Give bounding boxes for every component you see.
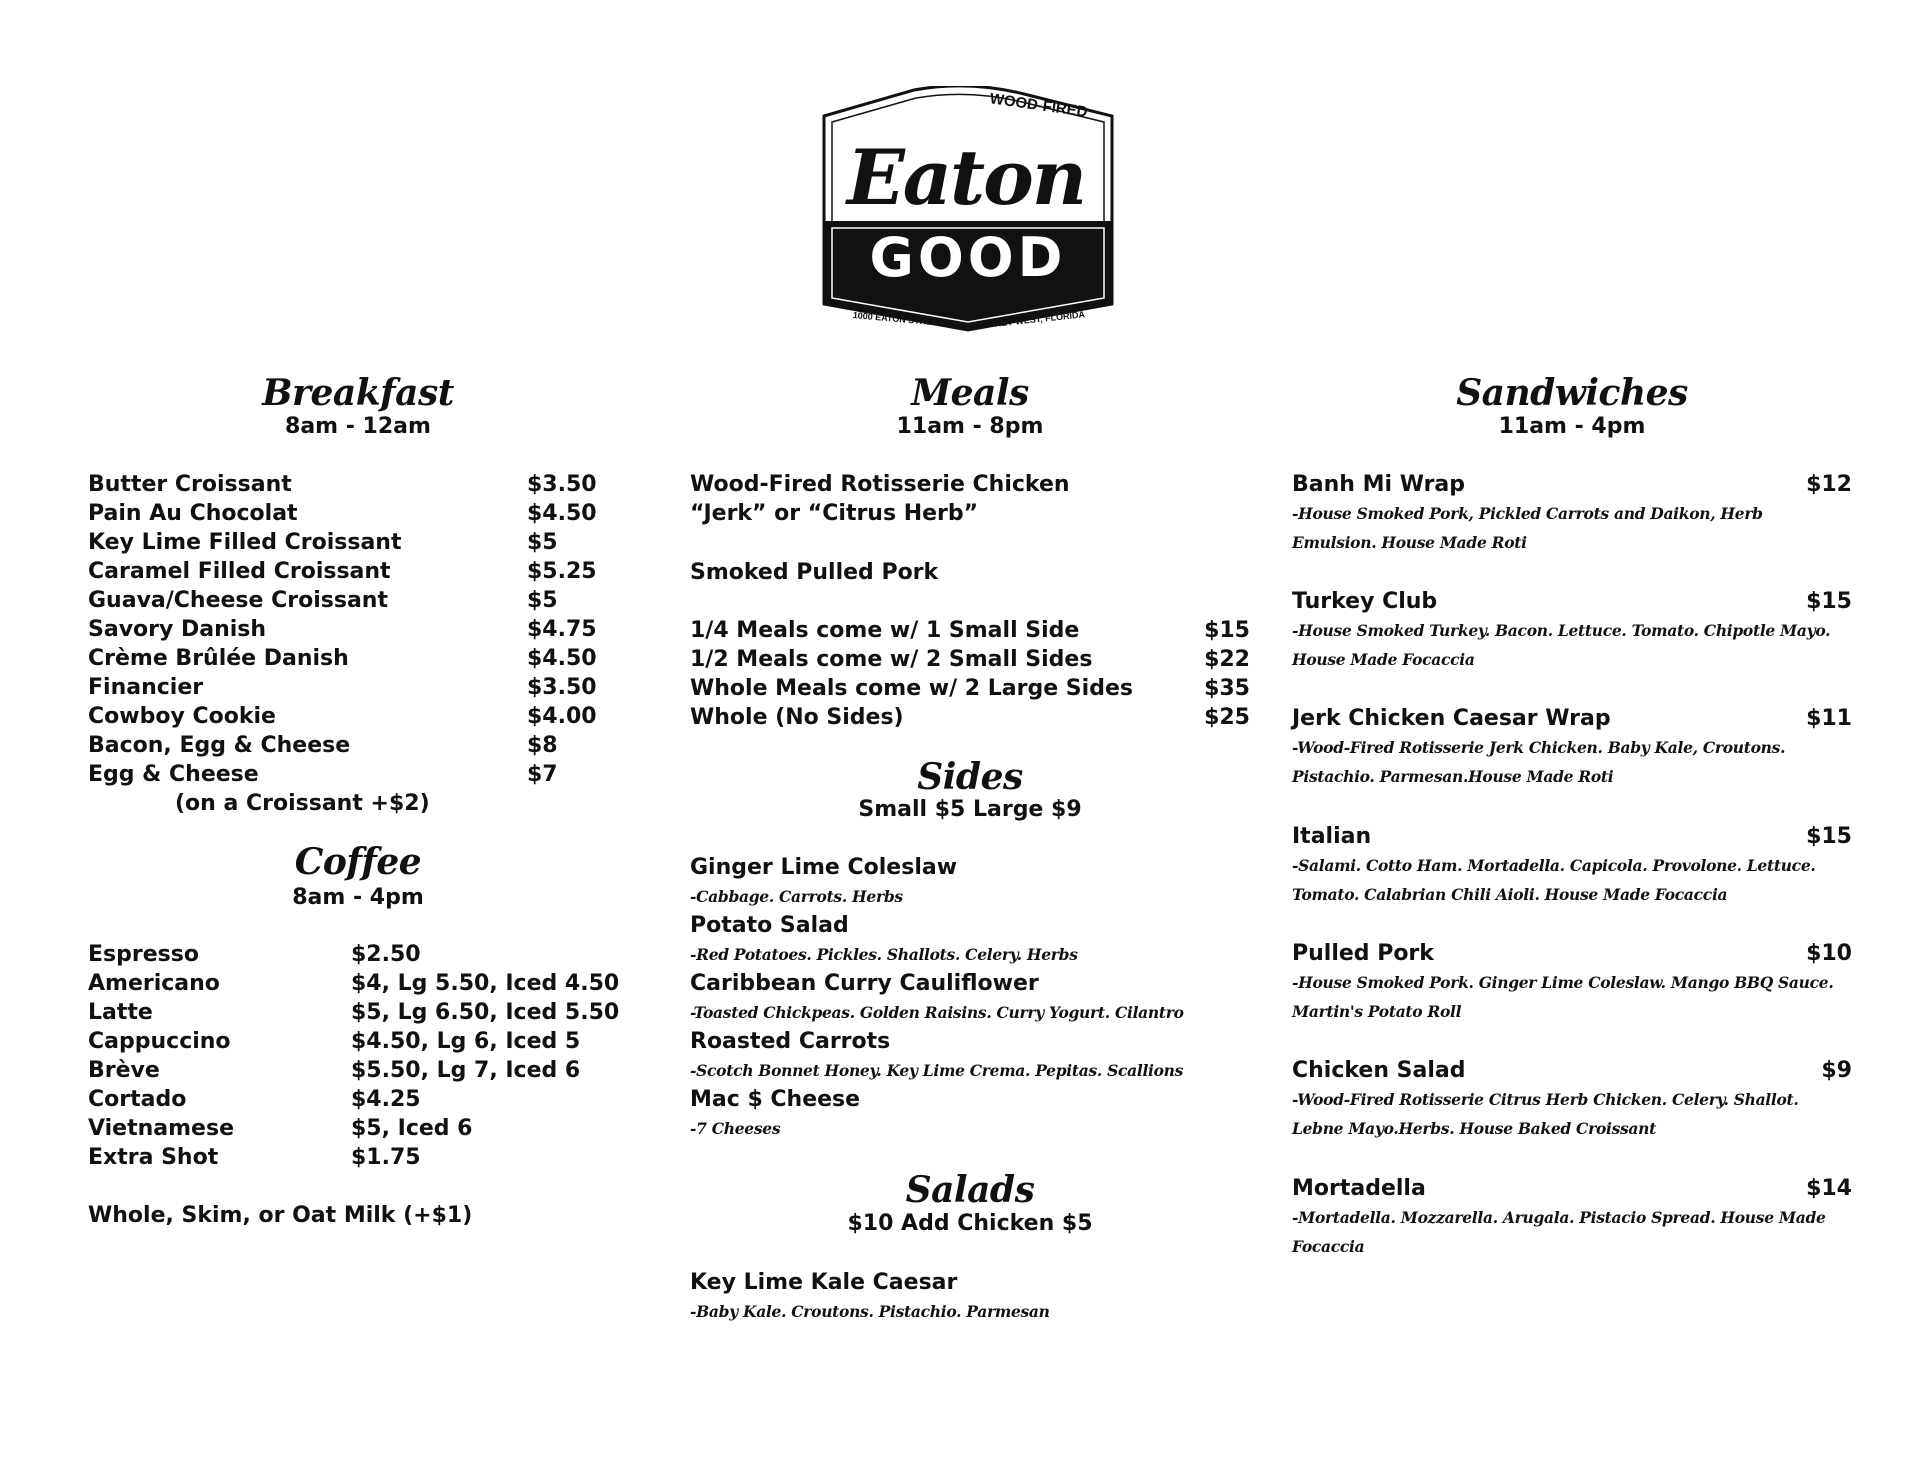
sandwich-item <box>1292 587 1852 616</box>
item-name: Butter Croissant <box>88 472 292 497</box>
sandwich-item <box>1292 822 1852 851</box>
logo-address-left: 1000 EATON STREET <box>852 310 945 328</box>
item-name: Brève <box>88 1058 160 1083</box>
sandwich-desc: -Wood-Fired Rotisserie Citrus Herb Chicken. Celery. Shallot. Lebne Mayo.Herbs. House Baked Croissant <box>1292 1090 1799 1138</box>
sandwich-price: $11 <box>1806 706 1852 731</box>
item-price: $3.50 <box>527 472 597 497</box>
option-price: $22 <box>1204 647 1250 672</box>
menu-item <box>88 760 628 789</box>
item-price: $4.50 <box>527 646 597 671</box>
chicken-flavors: “Jerk” or “Citrus Herb” <box>690 501 979 526</box>
sandwich-desc: -Wood-Fired Rotisserie Jerk Chicken. Baby Kale, Croutons. Pistachio. Parmesan.House Made Roti <box>1292 738 1786 786</box>
meals-title: Meals <box>911 372 1029 414</box>
option-name: Whole (No Sides) <box>690 705 904 730</box>
item-name: Guava/Cheese Croissant <box>88 588 388 613</box>
sandwich-desc: -Salami. Cotto Ham. Mortadella. Capicola. Provolone. Lettuce. Tomato. Calabrian Chili Aioli. House Made Focaccia <box>1292 856 1816 904</box>
menu-item <box>88 470 628 499</box>
sandwich-price: $15 <box>1806 589 1852 614</box>
meals-hours: 11am - 8pm <box>896 414 1044 439</box>
sandwich-item <box>1292 704 1852 733</box>
item-price: $8 <box>527 733 558 758</box>
side-desc: -Toasted Chickpeas. Golden Raisins. Curry Yogurt. Cilantro <box>690 1003 1184 1022</box>
menu-item <box>88 940 628 969</box>
side-desc: -Cabbage. Carrots. Herbs <box>690 887 903 906</box>
option-name: 1/4 Meals come w/ 1 Small Side <box>690 618 1080 643</box>
sandwiches-title: Sandwiches <box>1456 372 1688 414</box>
side-desc: -Scotch Bonnet Honey. Key Lime Crema. Pepitas. Scallions <box>690 1061 1184 1080</box>
milk-note: Whole, Skim, or Oat Milk (+$1) <box>88 1203 473 1228</box>
item-name: Bacon, Egg & Cheese <box>88 733 351 758</box>
sandwich-desc: -Mortadella. Mozzarella. Arugala. Pistacio Spread. House Made Focaccia <box>1292 1208 1826 1256</box>
side-name: Caribbean Curry Cauliflower <box>690 971 1039 996</box>
sandwich-item <box>1292 1174 1852 1203</box>
menu-item <box>88 702 628 731</box>
item-price: $4, Lg 5.50, Iced 4.50 <box>351 971 620 996</box>
menu-item <box>88 673 628 702</box>
item-name: Financier <box>88 675 204 700</box>
menu-item <box>88 969 628 998</box>
item-name: Americano <box>88 971 220 996</box>
item-price: $5.25 <box>527 559 597 584</box>
item-price: $7 <box>527 762 558 787</box>
item-price: $4.50 <box>527 501 597 526</box>
item-price: $5.50, Lg 7, Iced 6 <box>351 1058 581 1083</box>
side-name: Roasted Carrots <box>690 1029 891 1054</box>
meal-option <box>690 645 1250 674</box>
side-desc: -Red Potatoes. Pickles. Shallots. Celery. Herbs <box>690 945 1078 964</box>
option-name: 1/2 Meals come w/ 2 Small Sides <box>690 647 1093 672</box>
menu-item <box>88 1143 628 1172</box>
item-price: $4.50, Lg 6, Iced 5 <box>351 1029 581 1054</box>
menu-item <box>88 528 628 557</box>
menu-item <box>88 586 628 615</box>
coffee-title: Coffee <box>294 841 422 883</box>
menu-item <box>88 1085 628 1114</box>
sandwich-name: Pulled Pork <box>1292 941 1434 966</box>
salads-pricing: $10 Add Chicken $5 <box>847 1211 1093 1236</box>
menu-item <box>88 1056 628 1085</box>
item-price: $4.00 <box>527 704 597 729</box>
item-name: Egg & Cheese <box>88 762 259 787</box>
eaton-good-logo <box>818 86 1118 332</box>
sandwich-name: Chicken Salad <box>1292 1058 1466 1083</box>
option-price: $15 <box>1204 618 1250 643</box>
sandwich-desc: -House Smoked Pork. Ginger Lime Coleslaw. Mango BBQ Sauce. Martin's Potato Roll <box>1292 973 1834 1021</box>
menu-item <box>88 731 628 760</box>
meal-option <box>690 703 1250 732</box>
salad-desc: -Baby Kale. Croutons. Pistachio. Parmesan <box>690 1302 1050 1321</box>
sides-pricing: Small $5 Large $9 <box>858 797 1082 822</box>
option-price: $35 <box>1204 676 1250 701</box>
item-name: Latte <box>88 1000 153 1025</box>
sandwich-price: $10 <box>1806 941 1852 966</box>
sandwich-price: $9 <box>1821 1058 1852 1083</box>
sandwich-desc: -House Smoked Pork, Pickled Carrots and Daikon, Herb Emulsion. House Made Roti <box>1292 504 1763 552</box>
item-price: $5 <box>527 588 558 613</box>
rotisserie-chicken: Wood-Fired Rotisserie Chicken <box>690 472 1070 497</box>
item-price: $4.25 <box>351 1087 421 1112</box>
logo-top-text: WOOD-FIRED <box>988 90 1089 121</box>
sandwich-name: Turkey Club <box>1292 589 1438 614</box>
item-price: $2.50 <box>351 942 421 967</box>
item-name: Extra Shot <box>88 1145 219 1170</box>
meal-option <box>690 616 1250 645</box>
item-price: $5, Lg 6.50, Iced 5.50 <box>351 1000 620 1025</box>
menu-item <box>88 615 628 644</box>
sandwich-name: Banh Mi Wrap <box>1292 472 1466 497</box>
coffee-hours: 8am - 4pm <box>292 885 424 910</box>
option-price: $25 <box>1204 705 1250 730</box>
item-name: Cappuccino <box>88 1029 231 1054</box>
sandwich-price: $14 <box>1806 1176 1852 1201</box>
meal-option <box>690 674 1250 703</box>
item-name: Cowboy Cookie <box>88 704 276 729</box>
sandwich-price: $15 <box>1806 824 1852 849</box>
menu-item <box>88 499 628 528</box>
salad-name: Key Lime Kale Caesar <box>690 1270 958 1295</box>
sandwich-name: Mortadella <box>1292 1176 1426 1201</box>
sandwich-name: Jerk Chicken Caesar Wrap <box>1292 706 1611 731</box>
item-name: Espresso <box>88 942 199 967</box>
option-name: Whole Meals come w/ 2 Large Sides <box>690 676 1133 701</box>
breakfast-title: Breakfast <box>262 372 454 414</box>
croissant-note: (on a Croissant +$2) <box>175 791 430 816</box>
item-price: $5 <box>527 530 558 555</box>
side-name: Potato Salad <box>690 913 849 938</box>
logo-address-right: KEY WEST, FLORIDA <box>993 309 1086 329</box>
sandwich-item <box>1292 939 1852 968</box>
item-price: $1.75 <box>351 1145 421 1170</box>
menu-item <box>88 644 628 673</box>
smoked-pulled-pork: Smoked Pulled Pork <box>690 560 939 585</box>
item-name: Vietnamese <box>88 1116 234 1141</box>
item-name: Pain Au Chocolat <box>88 501 298 526</box>
side-name: Ginger Lime Coleslaw <box>690 855 958 880</box>
sandwich-item <box>1292 470 1852 499</box>
menu-item <box>88 1114 628 1143</box>
item-name: Crème Brûlée Danish <box>88 646 349 671</box>
item-name: Caramel Filled Croissant <box>88 559 391 584</box>
logo-name-script: Eaton <box>846 133 1086 222</box>
side-name: Mac $ Cheese <box>690 1087 861 1112</box>
sandwich-price: $12 <box>1806 472 1852 497</box>
sandwich-item <box>1292 1056 1852 1085</box>
sandwich-desc: -House Smoked Turkey. Bacon. Lettuce. Tomato. Chipotle Mayo. House Made Focaccia <box>1292 621 1831 669</box>
menu-item <box>88 998 628 1027</box>
logo-name-block: GOOD <box>869 226 1067 289</box>
item-price: $5, Iced 6 <box>351 1116 473 1141</box>
menu-item <box>88 1027 628 1056</box>
item-name: Cortado <box>88 1087 187 1112</box>
item-name: Key Lime Filled Croissant <box>88 530 402 555</box>
item-price: $3.50 <box>527 675 597 700</box>
side-desc: -7 Cheeses <box>690 1119 781 1138</box>
item-price: $4.75 <box>527 617 597 642</box>
breakfast-hours: 8am - 12am <box>285 414 431 439</box>
item-name: Savory Danish <box>88 617 267 642</box>
sides-title: Sides <box>917 756 1023 798</box>
menu-item <box>88 557 628 586</box>
sandwiches-hours: 11am - 4pm <box>1498 414 1646 439</box>
salads-title: Salads <box>905 1169 1035 1211</box>
sandwich-name: Italian <box>1292 824 1372 849</box>
